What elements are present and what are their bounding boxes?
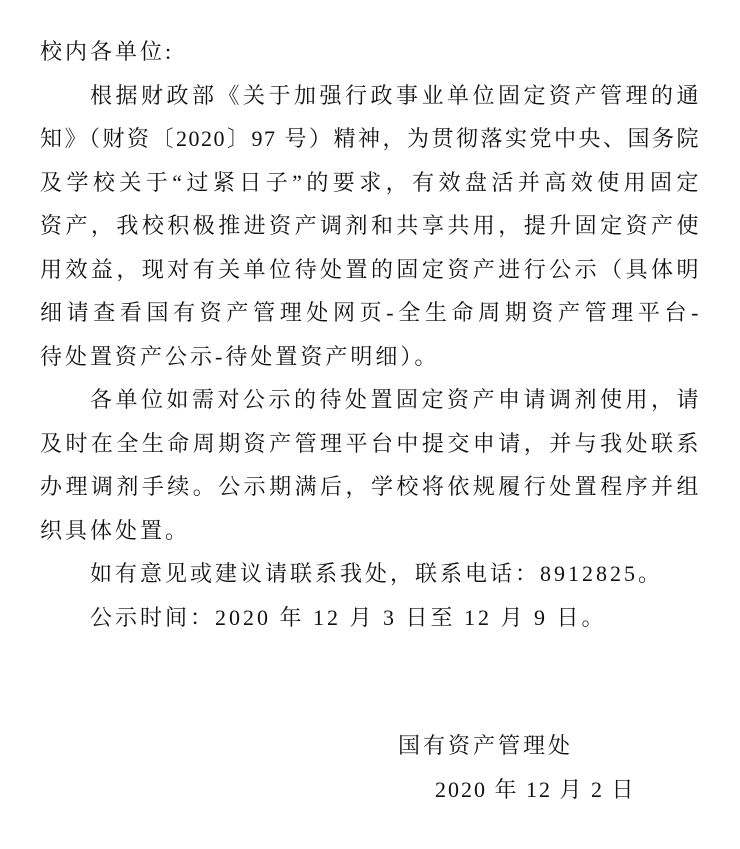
paragraph-period [40, 596, 700, 640]
body-line: 待处置资产公示-待处置资产明细）。 [40, 343, 440, 369]
paragraph-1 [40, 74, 700, 379]
paragraph-2 [40, 378, 700, 552]
salutation: 校内各单位: [40, 39, 175, 64]
signature-date: 2020 年 12 月 2 日 [435, 777, 636, 802]
body-line: 各单位如需对公示的待处置固定资产申请调剂使用，请 [90, 387, 700, 412]
body-line: 织具体处置。 [40, 517, 191, 543]
notice-body [40, 30, 700, 639]
body-line: 用效益，现对有关单位待处置的固定资产进行公示（具体明 [40, 256, 700, 282]
body-line: 根据财政部《关于加强行政事业单位固定资产管理的通 [90, 82, 700, 108]
body-line: 办理调剂手续。公示期满后，学校将依规履行处置程序并组 [40, 474, 700, 499]
body-line: 及时在全生命周期资产管理平台中提交申请，并与我处联系 [40, 430, 700, 456]
paragraph-contact [40, 552, 700, 596]
signature-office: 国有资产管理处 [398, 733, 574, 758]
body-line: 如有意见或建议请联系我处，联系电话：8912825。 [90, 561, 664, 586]
body-line: 细请查看国有资产管理处网页-全生命周期资产管理平台- [40, 300, 700, 325]
body-line: 资产，我校积极推进资产调剂和共享共用，提升固定资产使 [40, 213, 700, 238]
body-line: 知》（财资〔2020〕97 号）精神，为贯彻落实党中央、国务院 [40, 126, 700, 151]
body-line: 公示时间：2020 年 12 月 3 日至 12 月 9 日。 [90, 604, 607, 630]
body-line: 及学校关于“过紧日子”的要求，有效盘活并高效使用固定 [40, 169, 700, 195]
